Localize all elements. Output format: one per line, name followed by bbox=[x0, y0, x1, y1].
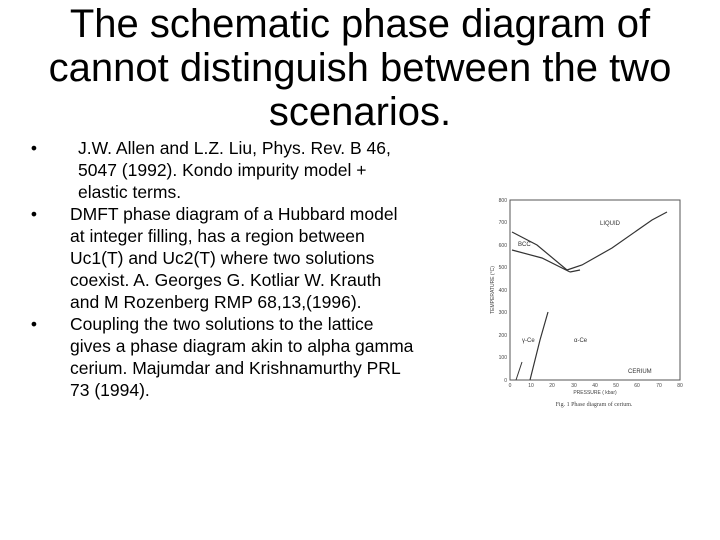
y-axis-label: TEMPERATURE (°C) bbox=[490, 266, 496, 314]
x-tick-label: 70 bbox=[656, 383, 662, 389]
x-tick-label: 20 bbox=[549, 383, 555, 389]
bullet-item bbox=[24, 203, 414, 313]
bullet-text: Coupling the two solutions to the lattice gives a phase diagram akin to alpha gamma cerium. Majumdar and Krishnamurthy PRL 73 (1994). bbox=[70, 314, 414, 400]
y-tick-label: 600 bbox=[498, 243, 507, 249]
slide-title: The schematic phase diagram of cannot distinguish between the two scenarios. bbox=[48, 2, 672, 134]
bullet-text: DMFT phase diagram of a Hubbard model at integer filling, has a region between Uc1(T) and Uc2(T) where two solutions coexist. A. Georges G. Kotliar W. Krauth and M Rozenberg RMP 68,13,(1996). bbox=[70, 204, 398, 312]
bullet-list bbox=[24, 137, 414, 401]
alpha-region-label: α-Ce bbox=[574, 338, 588, 344]
bullet-dot: • bbox=[30, 138, 38, 158]
gamma-alpha-boundary bbox=[530, 312, 548, 380]
figure-caption: Fig. 1 Phase diagram of cerium. bbox=[555, 402, 633, 408]
bullet-text: J.W. Allen and L.Z. Liu, Phys. Rev. B 46, 5047 (1992). Kondo impurity model + elastic terms. bbox=[78, 138, 391, 202]
bcc-region-label: BCC bbox=[518, 242, 531, 248]
x-tick-label: 0 bbox=[508, 383, 512, 389]
y-tick-label: 300 bbox=[498, 310, 507, 316]
cerium-label: CERIUM bbox=[628, 369, 652, 375]
gamma-region-label: γ-Ce bbox=[522, 338, 535, 344]
y-tick-label: 400 bbox=[498, 288, 507, 294]
x-tick-label: 80 bbox=[677, 383, 683, 389]
y-tick-label: 100 bbox=[498, 355, 507, 361]
bullet-dot: • bbox=[30, 314, 38, 334]
bcc-liquid-boundary bbox=[512, 232, 567, 270]
bullet-item bbox=[24, 137, 414, 203]
x-axis-label: PRESSURE ( kbar) bbox=[573, 390, 617, 396]
y-tick-label: 700 bbox=[498, 220, 507, 226]
y-tick-label: 0 bbox=[504, 378, 507, 384]
y-tick-label: 800 bbox=[498, 198, 507, 204]
y-tick-label: 500 bbox=[498, 265, 507, 271]
phase-diagram-figure bbox=[482, 190, 682, 420]
x-tick-label: 40 bbox=[592, 383, 598, 389]
plot-frame bbox=[510, 200, 680, 380]
x-tick-label: 10 bbox=[528, 383, 534, 389]
liquid-region-label: LIQUID bbox=[600, 221, 621, 227]
x-tick-label: 50 bbox=[613, 383, 619, 389]
y-tick-label: 200 bbox=[498, 333, 507, 339]
bcc-gamma-boundary bbox=[512, 250, 570, 272]
x-tick-label: 60 bbox=[634, 383, 640, 389]
bullet-dot: • bbox=[30, 204, 38, 224]
triple-point-segment bbox=[570, 270, 580, 272]
bullet-item bbox=[24, 313, 414, 401]
beta-boundary bbox=[516, 362, 522, 380]
phase-diagram-svg bbox=[482, 190, 682, 420]
x-tick-label: 30 bbox=[571, 383, 577, 389]
